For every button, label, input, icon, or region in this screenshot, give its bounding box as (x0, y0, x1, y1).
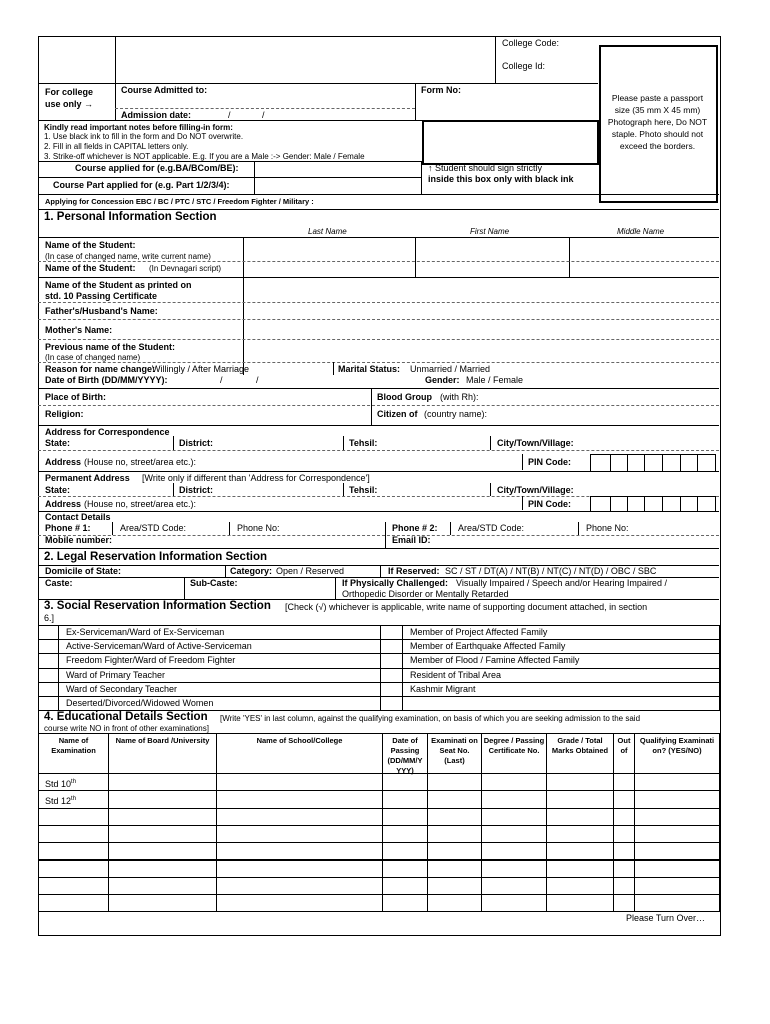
edu-input-cell[interactable] (216, 825, 383, 843)
edu-input-cell[interactable] (216, 877, 383, 895)
edu-input-cell[interactable] (216, 894, 383, 912)
admission-date-label: Admission date: (121, 110, 192, 120)
dob-label: Date of Birth (DD/MM/YYYY): (45, 375, 168, 385)
address-label: Address (45, 499, 82, 509)
edu-input-cell[interactable] (481, 808, 547, 826)
divider (371, 388, 372, 425)
section-1-title: 1. Personal Information Section (44, 211, 217, 223)
state-label: State: (45, 485, 71, 495)
edu-input-cell[interactable] (38, 842, 109, 860)
note-1: 1. Use black ink to fill in the form and Do NOT overwrite. (44, 132, 244, 141)
contact-label: Contact Details (45, 512, 111, 522)
course-admitted-label: Course Admitted to: (121, 85, 208, 95)
edu-header-cell (634, 733, 720, 774)
edu-input-cell[interactable] (481, 773, 547, 791)
edu-input-cell[interactable] (481, 860, 547, 878)
perm-address-label: Permanent Address (45, 473, 130, 483)
middle-name-header: Middle Name (617, 227, 665, 236)
edu-input-cell[interactable] (216, 860, 383, 878)
edu-header-label: Grade / Total Marks Obtained (551, 736, 609, 755)
date-separator: / (220, 375, 223, 385)
section-3-note-2: 6.] (44, 613, 55, 623)
divider (380, 565, 381, 577)
ordinal-suffix: th (71, 796, 77, 803)
physically-value[interactable]: Visually Impaired / Speech and/or Hearing Impaired / (456, 578, 667, 588)
edu-input-cell[interactable] (546, 860, 614, 878)
name-printed-label: Name of the Student as printed on (45, 280, 192, 290)
blood-group-sub: (with Rh): (440, 392, 479, 402)
edu-input-cell[interactable] (634, 790, 720, 808)
edu-input-cell[interactable] (634, 825, 720, 843)
edu-input-cell[interactable] (382, 894, 428, 912)
date-separator: / (262, 110, 265, 120)
exam-label (45, 777, 76, 790)
divider (335, 577, 336, 599)
edu-header-label: Name of Examination (51, 736, 96, 755)
section-4-note-2: course write NO in front of other examinations] (44, 724, 209, 733)
edu-input-cell[interactable] (108, 894, 217, 912)
pin-label: PIN Code: (528, 499, 572, 509)
edu-input-cell[interactable] (546, 808, 614, 826)
edu-input-cell[interactable] (382, 842, 428, 860)
edu-input-cell[interactable] (546, 842, 614, 860)
divider (450, 522, 451, 535)
divider (522, 454, 523, 470)
social-checkbox[interactable] (380, 682, 403, 697)
divider (229, 522, 230, 535)
edu-input-cell[interactable] (427, 877, 482, 895)
edu-header-cell (481, 733, 547, 774)
edu-input-cell[interactable] (613, 808, 635, 826)
divider (421, 161, 422, 194)
edu-input-cell[interactable] (546, 773, 614, 791)
edu-input-cell[interactable] (546, 825, 614, 843)
edu-header-cell (546, 733, 614, 774)
edu-input-cell[interactable] (546, 894, 614, 912)
divider (415, 83, 416, 120)
citizen-label: Citizen of (377, 409, 418, 419)
edu-input-cell[interactable] (108, 790, 217, 808)
divider (38, 237, 719, 238)
sign-note-line2: inside this box only with black ink (428, 174, 574, 184)
edu-input-cell[interactable] (382, 825, 428, 843)
social-option-label: Resident of Tribal Area (410, 669, 502, 680)
divider (112, 522, 113, 535)
edu-input-cell[interactable] (613, 790, 635, 808)
edu-input-cell[interactable] (634, 860, 720, 878)
gender-value[interactable]: Male / Female (466, 375, 524, 385)
category-value[interactable]: Open / Reserved (276, 566, 345, 576)
edu-input-cell[interactable] (634, 877, 720, 895)
social-checkbox[interactable] (38, 668, 59, 683)
reason-value[interactable]: Willingly / After Marriage (152, 364, 250, 374)
edu-input-cell[interactable] (613, 860, 635, 878)
name-printed-label2: std. 10 Passing Certificate (45, 291, 158, 301)
photo-instructions: Please paste a passport size (35 mm X 45 mm) Photograph here, Do NOT staple. Photo should not exceed the borders. (607, 93, 708, 151)
edu-input-cell[interactable] (216, 808, 383, 826)
divider (38, 194, 719, 195)
citizen-sub: (country name): (424, 409, 488, 419)
social-checkbox[interactable] (380, 625, 403, 640)
perm-address-sub: [Write only if different than 'Address for Correspondence'] (142, 473, 370, 483)
divider (343, 436, 344, 450)
social-option-cell (402, 696, 720, 711)
physically-label: If Physically Challenged: (342, 578, 449, 588)
name-devnagari-sub: (In Devnagari script) (149, 264, 222, 273)
note-3: 3. Strike-off whichever is NOT applicable. E.g. If you are a Male :-> Gender: Male / Female (44, 152, 365, 161)
date-separator: / (228, 110, 231, 120)
social-checkbox[interactable] (38, 696, 59, 711)
divider (697, 496, 698, 511)
edu-input-cell[interactable] (216, 790, 383, 808)
address-sub: (House no, street/area etc.): (84, 499, 197, 509)
edu-input-cell[interactable] (634, 808, 720, 826)
social-option-label: Member of Earthquake Affected Family (410, 641, 566, 652)
social-option-label: Member of Flood / Famine Affected Family (410, 655, 580, 666)
divider (243, 237, 244, 375)
city-label: City/Town/Village: (497, 438, 574, 448)
area-std-label: Area/STD Code: (458, 523, 525, 533)
tehsil-label: Tehsil: (349, 438, 378, 448)
marital-label: Marital Status: (338, 364, 401, 374)
edu-input-cell[interactable] (634, 773, 720, 791)
edu-input-cell[interactable] (613, 825, 635, 843)
edu-input-cell[interactable] (634, 894, 720, 912)
edu-input-cell[interactable] (216, 773, 383, 791)
divider (680, 496, 681, 511)
tehsil-label: Tehsil: (349, 485, 378, 495)
edu-input-cell[interactable] (613, 773, 635, 791)
social-option-label: Ex-Serviceman/Ward of Ex-Serviceman (66, 627, 225, 637)
edu-input-cell[interactable] (613, 877, 635, 895)
divider (578, 522, 579, 535)
edu-header-cell (382, 733, 428, 774)
if-reserved-label: If Reserved: (388, 566, 440, 576)
pin-label: PIN Code: (528, 457, 572, 467)
edu-input-cell[interactable] (427, 894, 482, 912)
section-4-title: 4. Educational Details Section (44, 711, 208, 723)
edu-input-cell[interactable] (108, 773, 217, 791)
divider (115, 108, 415, 109)
blood-group-label: Blood Group (377, 392, 432, 402)
social-option-label: Active-Serviceman/Ward of Active-Serviceman (66, 641, 252, 652)
social-option-label: Ward of Primary Teacher (66, 669, 166, 680)
edu-header-cell (613, 733, 635, 774)
edu-input-cell[interactable] (38, 877, 109, 895)
edu-input-cell[interactable] (481, 790, 547, 808)
divider (38, 277, 719, 278)
edu-input-cell[interactable] (382, 790, 428, 808)
divider (38, 362, 719, 363)
note-2: 2. Fill in all fields in CAPITAL letters only. (44, 142, 189, 151)
edu-input-cell[interactable] (38, 894, 109, 912)
edu-input-cell[interactable] (382, 860, 428, 878)
concession-label: Applying for Concession EBC / BC / PTC / STC / Freedom Fighter / Military : (45, 197, 314, 206)
divider (644, 454, 645, 471)
divider (627, 454, 628, 471)
name-student-label: Name of the Student: (45, 240, 136, 250)
divider (644, 496, 645, 511)
edu-input-cell[interactable] (108, 860, 217, 878)
district-label: District: (179, 438, 214, 448)
social-option-label: Deserted/Divorced/Widowed Women (66, 698, 214, 708)
edu-input-cell[interactable] (427, 773, 482, 791)
divider (38, 161, 421, 162)
edu-input-cell[interactable] (108, 877, 217, 895)
divider (38, 209, 719, 210)
edu-input-cell[interactable] (481, 842, 547, 860)
edu-input-cell[interactable] (38, 808, 109, 826)
divider (415, 237, 416, 277)
place-birth-label: Place of Birth: (45, 392, 107, 402)
section-2-title: 2. Legal Reservation Information Section (44, 551, 268, 563)
signature-box[interactable] (422, 120, 599, 165)
divider (627, 496, 628, 511)
phone-no-label: Phone No: (237, 523, 280, 533)
divider (610, 496, 611, 511)
form-no-label: Form No: (421, 85, 461, 95)
section-4-note: [Write 'YES' in last column, against the qualifying examination, on basis of which you are seeking admission to the said (220, 714, 641, 723)
address-label: Address (45, 457, 82, 467)
for-college-use-label: For college use only → (45, 87, 94, 109)
edu-input-cell[interactable] (427, 808, 482, 826)
father-name-label: Father's/Husband's Name: (45, 306, 158, 316)
edu-input-cell[interactable] (382, 808, 428, 826)
divider (662, 496, 663, 511)
edu-input-cell[interactable] (427, 842, 482, 860)
divider (38, 535, 719, 536)
edu-input-cell[interactable] (382, 773, 428, 791)
course-applied-label: Course applied for (e.g.BA/BCom/BE): (75, 163, 239, 173)
divider (38, 405, 719, 406)
edu-input-cell[interactable] (613, 842, 635, 860)
edu-input-cell[interactable] (427, 860, 482, 878)
section-3-note: [Check (√) whichever is applicable, write name of supporting document attached, in section (285, 602, 648, 612)
physically-value-2[interactable]: Orthopedic Disorder or Mentally Retarded (342, 589, 509, 599)
edu-input-cell[interactable] (108, 842, 217, 860)
edu-input-cell[interactable] (38, 825, 109, 843)
edu-input-cell[interactable] (382, 877, 428, 895)
address-corr-label: Address for Correspondence (45, 427, 170, 437)
college-id-label: College Id: (502, 61, 546, 71)
divider (225, 565, 226, 577)
exam-name: Std 12 (45, 796, 72, 807)
email-label: Email ID: (392, 535, 431, 545)
divider (38, 83, 598, 84)
edu-input-cell[interactable] (481, 825, 547, 843)
previous-name-label: Previous name of the Student: (45, 342, 176, 352)
divider (343, 483, 344, 496)
course-part-label: Course Part applied for (e.g. Part 1/2/3/4): (53, 180, 230, 190)
phone1-label: Phone # 1: (45, 523, 91, 533)
last-name-header: Last Name (308, 227, 347, 236)
sub-caste-label: Sub-Caste: (190, 578, 238, 588)
edu-header-cell (108, 733, 217, 774)
divider (662, 454, 663, 471)
edu-header-label: Name of School/College (256, 736, 343, 745)
phone2-label: Phone # 2: (392, 523, 438, 533)
social-checkbox[interactable] (38, 625, 59, 640)
social-checkbox[interactable] (38, 653, 59, 668)
edu-header-label: Degree / Passing Certificate No. (483, 736, 545, 755)
edu-header-cell (38, 733, 109, 774)
social-checkbox[interactable] (380, 668, 403, 683)
name-devnagari-label: Name of the Student: (45, 263, 136, 273)
edu-header-cell (427, 733, 482, 774)
edu-input-cell[interactable] (481, 877, 547, 895)
social-checkbox[interactable] (38, 682, 59, 697)
social-checkbox[interactable] (380, 639, 403, 654)
social-checkbox[interactable] (38, 639, 59, 654)
exam-label (45, 794, 76, 807)
edu-header-label: Date of Passing (DD/MM/Y YYY) (387, 736, 423, 775)
divider (38, 450, 719, 451)
edu-input-cell[interactable] (427, 825, 482, 843)
social-checkbox[interactable] (380, 653, 403, 668)
divider (173, 483, 174, 496)
divider (495, 36, 496, 83)
social-option-label: Freedom Fighter/Ward of Freedom Fighter (66, 655, 236, 666)
divider (38, 548, 719, 549)
date-separator: / (256, 375, 259, 385)
mobile-label: Mobile number: (45, 535, 112, 545)
divider (522, 496, 523, 510)
edu-header-label: Name of Board /University (115, 736, 210, 745)
divider (184, 577, 185, 599)
name-student-sub: (In case of changed name, write current name) (45, 252, 211, 261)
edu-input-cell[interactable] (216, 842, 383, 860)
edu-input-cell[interactable] (546, 877, 614, 895)
address-sub: (House no, street/area etc.): (84, 457, 197, 467)
divider (173, 436, 174, 450)
edu-input-cell[interactable] (38, 860, 109, 878)
state-label: State: (45, 438, 71, 448)
district-label: District: (179, 485, 214, 495)
divider (38, 339, 719, 340)
divider (333, 362, 334, 375)
ordinal-suffix: th (71, 779, 77, 785)
edu-header-label: Qualifying Examinati on? (YES/NO) (639, 736, 715, 755)
reason-label: Reason for name change: (45, 364, 156, 374)
first-name-header: First Name (470, 227, 510, 236)
edu-input-cell[interactable] (427, 790, 482, 808)
divider (38, 302, 719, 303)
marital-value[interactable]: Unmarried / Married (410, 364, 491, 374)
divider (490, 483, 491, 496)
divider (680, 454, 681, 471)
divider (38, 319, 719, 320)
category-label: Category: (230, 566, 273, 576)
edu-input-cell[interactable] (108, 808, 217, 826)
divider (38, 471, 719, 472)
divider (697, 454, 698, 471)
edu-input-cell[interactable] (546, 790, 614, 808)
caste-label: Caste: (45, 578, 73, 588)
religion-label: Religion: (45, 409, 84, 419)
divider (38, 177, 421, 178)
sign-note-line1: ↑ Student should sign strictly (428, 163, 543, 173)
if-reserved-value[interactable]: SC / ST / DT(A) / NT(B) / NT(C) / NT(D) / OBC / SBC (445, 566, 657, 576)
area-std-label: Area/STD Code: (120, 523, 187, 533)
social-option-label: Ward of Secondary Teacher (66, 683, 178, 694)
college-code-label: College Code: (502, 38, 560, 48)
edu-header-label: Out of (617, 736, 631, 755)
social-option-label: Kashmir Migrant (410, 683, 476, 694)
social-option-label: Member of Project Affected Family (410, 627, 548, 637)
divider (490, 436, 491, 450)
domicile-label: Domicile of State: (45, 566, 122, 576)
mother-name-label: Mother's Name: (45, 325, 113, 335)
divider (38, 261, 719, 262)
edu-input-cell[interactable] (613, 894, 635, 912)
divider (38, 425, 719, 426)
divider (38, 511, 719, 512)
edu-input-cell[interactable] (481, 894, 547, 912)
phone-no-label: Phone No: (586, 523, 629, 533)
exam-name: Std 10 (45, 779, 72, 789)
divider (610, 454, 611, 471)
city-label: City/Town/Village: (497, 485, 574, 495)
edu-header-label: Examinati on Seat No. (Last) (431, 736, 478, 765)
footer-note: Please Turn Over… (626, 913, 706, 923)
section-3-title: 3. Social Reservation Information Section (44, 600, 271, 612)
social-checkbox[interactable] (380, 696, 403, 711)
notes-heading: Kindly read important notes before filling-in form: (44, 123, 233, 132)
previous-name-sub: (In case of changed name) (45, 353, 141, 362)
edu-input-cell[interactable] (108, 825, 217, 843)
edu-header-cell (216, 733, 383, 774)
gender-label: Gender: (425, 375, 460, 385)
divider (569, 237, 570, 277)
edu-input-cell[interactable] (634, 842, 720, 860)
divider (38, 388, 719, 389)
